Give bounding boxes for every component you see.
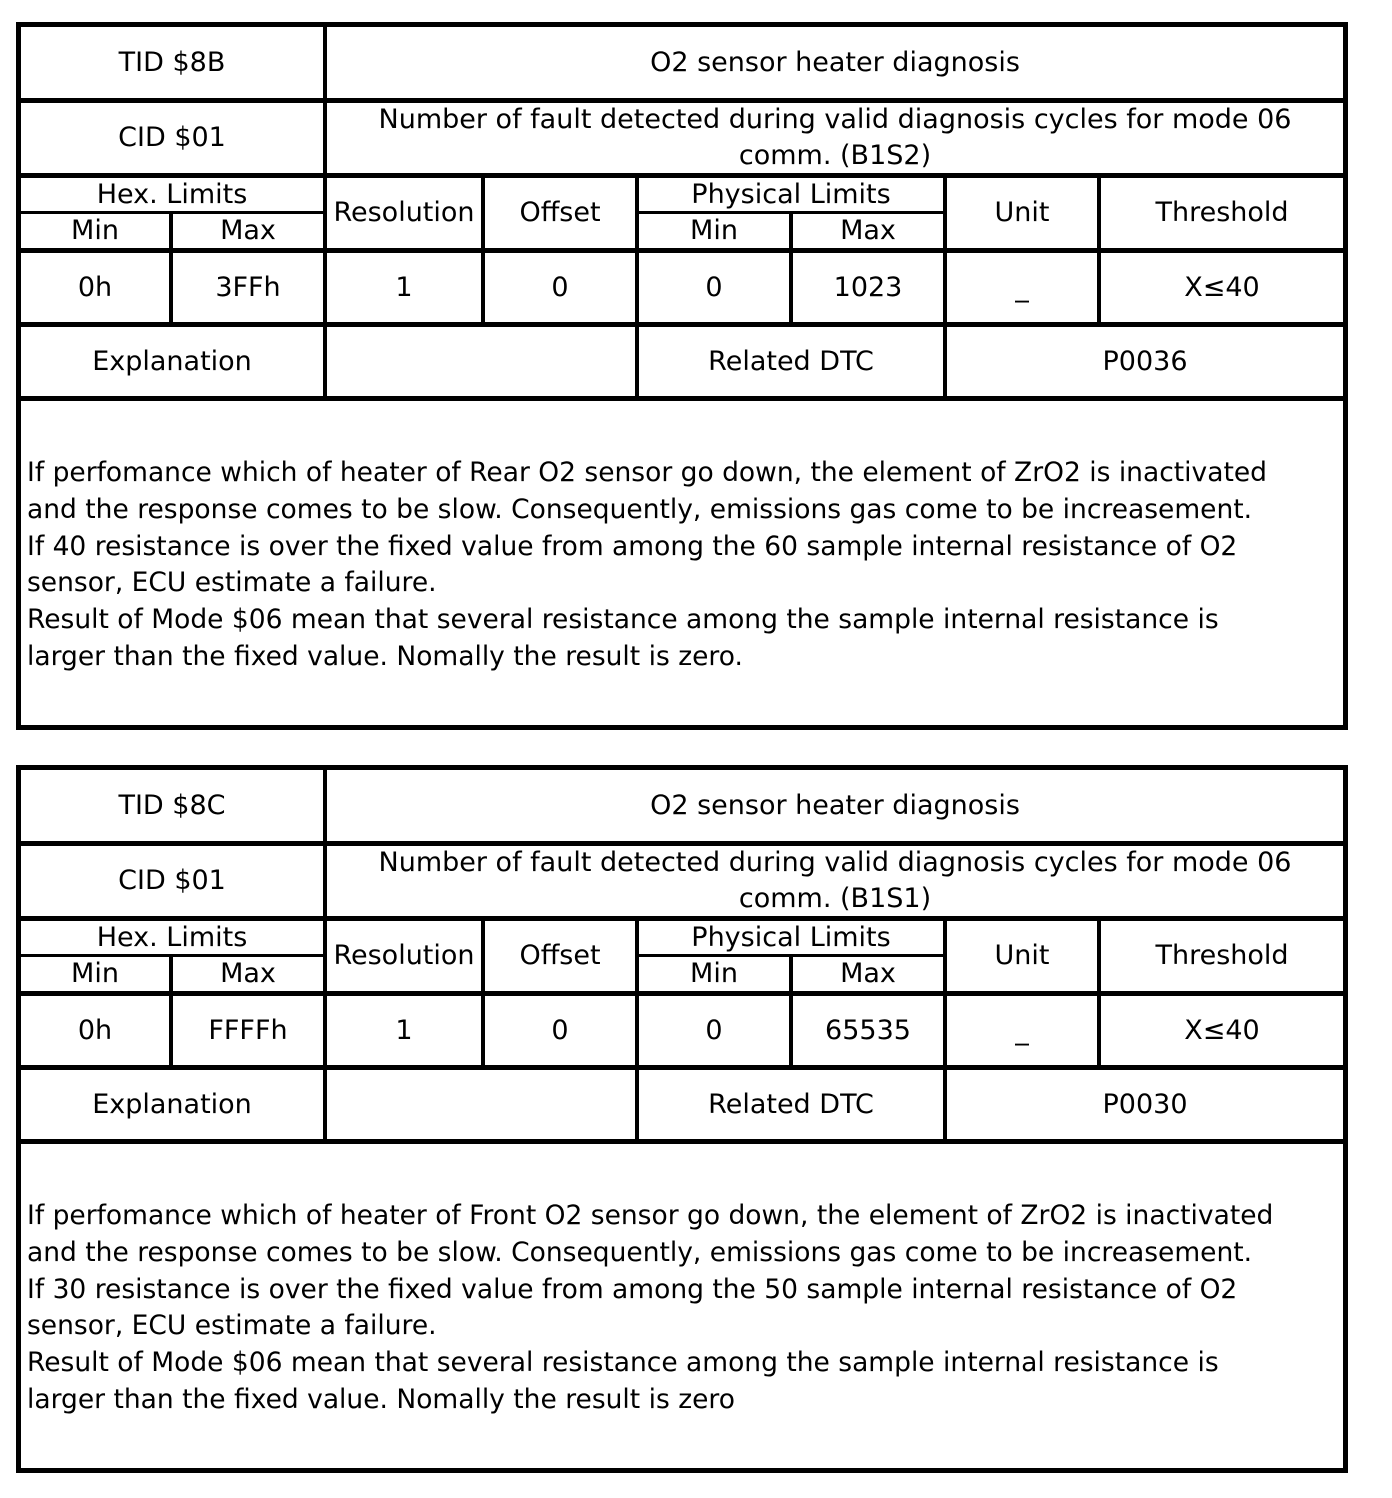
resolution-header: Resolution xyxy=(333,940,475,971)
offset-value: 0 xyxy=(551,1014,569,1046)
related-dtc-label: Related DTC xyxy=(708,1088,874,1120)
resolution-value: 1 xyxy=(395,271,413,303)
hex-min-header: Min xyxy=(71,958,119,989)
hex-min-value: 0h xyxy=(77,1014,113,1046)
explanation-label: Explanation xyxy=(92,345,252,377)
cid-description-line: comm. (B1S1) xyxy=(738,883,932,914)
hex-limits-header: Hex. Limits xyxy=(96,921,248,953)
cid-label: CID $01 xyxy=(118,122,226,153)
paragraph-line: Result of Mode $06 mean that several resistance among the sample internal resistance is xyxy=(27,604,1219,636)
offset-value: 0 xyxy=(551,271,569,303)
paragraph-line: sensor, ECU estimate a failure. xyxy=(27,567,437,599)
unit-value: _ xyxy=(1015,271,1029,303)
paragraph-line: larger than the fixed value. Nomally the result is zero xyxy=(27,1383,735,1415)
paragraph-line: Result of Mode $06 mean that several resistance among the sample internal resistance is xyxy=(27,1347,1219,1379)
explanation-paragraph xyxy=(27,1198,1343,1419)
explanation-value xyxy=(327,1070,635,1139)
paragraph-line: larger than the fixed value. Nomally the result is zero. xyxy=(27,640,743,672)
related-dtc-value: P0030 xyxy=(1102,1088,1188,1120)
hex-min-header: Min xyxy=(71,215,119,246)
hex-max-header: Max xyxy=(220,958,276,989)
offset-header: Offset xyxy=(519,940,601,971)
related-dtc-label: Related DTC xyxy=(708,345,874,377)
diagnosis-table-tid-8c xyxy=(16,765,1348,1473)
explanation-value xyxy=(327,327,635,396)
threshold-header: Threshold xyxy=(1155,197,1289,228)
hex-max-value: FFFFh xyxy=(208,1014,288,1046)
diagnosis-table-tid-8b xyxy=(16,22,1348,730)
unit-header: Unit xyxy=(994,197,1050,228)
paragraph-line: If perfomance which of heater of Rear O2 sensor go down, the element of ZrO2 is inactivated xyxy=(27,457,1267,488)
phys-max-header: Max xyxy=(840,958,896,989)
threshold-value: X≤40 xyxy=(1184,1014,1260,1046)
resolution-header: Resolution xyxy=(333,197,475,228)
explanation-label: Explanation xyxy=(92,1088,252,1120)
cid-description xyxy=(327,103,1343,173)
threshold-header: Threshold xyxy=(1155,940,1289,971)
phys-min-value: 0 xyxy=(705,271,723,303)
cid-label: CID $01 xyxy=(118,865,226,896)
unit-value: _ xyxy=(1015,1014,1029,1046)
related-dtc-value: P0036 xyxy=(1102,345,1188,377)
test-title: O2 sensor heater diagnosis xyxy=(650,789,1020,821)
phys-max-header: Max xyxy=(840,215,896,246)
phys-min-value: 0 xyxy=(705,1014,723,1046)
row-divider xyxy=(21,1139,1343,1144)
paragraph-line: sensor, ECU estimate a failure. xyxy=(27,1310,437,1342)
phys-max-value: 65535 xyxy=(825,1014,911,1046)
phys-min-header: Min xyxy=(690,958,738,989)
cid-description xyxy=(327,846,1343,916)
phys-max-value: 1023 xyxy=(833,271,903,303)
unit-header: Unit xyxy=(994,940,1050,971)
cid-description-line: comm. (B1S2) xyxy=(738,140,932,171)
paragraph-line: If perfomance which of heater of Front O2 sensor go down, the element of ZrO2 is inactivated xyxy=(27,1200,1274,1231)
hex-max-header: Max xyxy=(220,215,276,246)
physical-limits-header: Physical Limits xyxy=(691,178,891,210)
test-title: O2 sensor heater diagnosis xyxy=(650,46,1020,78)
hex-min-value: 0h xyxy=(77,271,113,303)
paragraph-line: If 30 resistance is over the fixed value from among the 50 sample internal resistance of O2 xyxy=(27,1273,1238,1305)
hex-max-value: 3FFh xyxy=(215,271,281,303)
tid-label: TID $8B xyxy=(118,46,226,78)
paragraph-line: and the response comes to be slow. Consequently, emissions gas come to be increasement. xyxy=(27,493,1253,525)
explanation-paragraph xyxy=(27,455,1343,676)
offset-header: Offset xyxy=(519,197,601,228)
tid-label: TID $8C xyxy=(118,789,226,821)
hex-limits-header: Hex. Limits xyxy=(96,178,248,210)
threshold-value: X≤40 xyxy=(1184,271,1260,303)
resolution-value: 1 xyxy=(395,1014,413,1046)
phys-min-header: Min xyxy=(690,215,738,246)
physical-limits-header: Physical Limits xyxy=(691,921,891,953)
row-divider xyxy=(21,396,1343,401)
paragraph-line: and the response comes to be slow. Consequently, emissions gas come to be increasement. xyxy=(27,1236,1253,1268)
cid-description-line: Number of fault detected during valid diagnosis cycles for mode 06 xyxy=(378,104,1292,135)
cid-description-line: Number of fault detected during valid diagnosis cycles for mode 06 xyxy=(378,847,1292,878)
paragraph-line: If 40 resistance is over the fixed value from among the 60 sample internal resistance of O2 xyxy=(27,530,1238,562)
